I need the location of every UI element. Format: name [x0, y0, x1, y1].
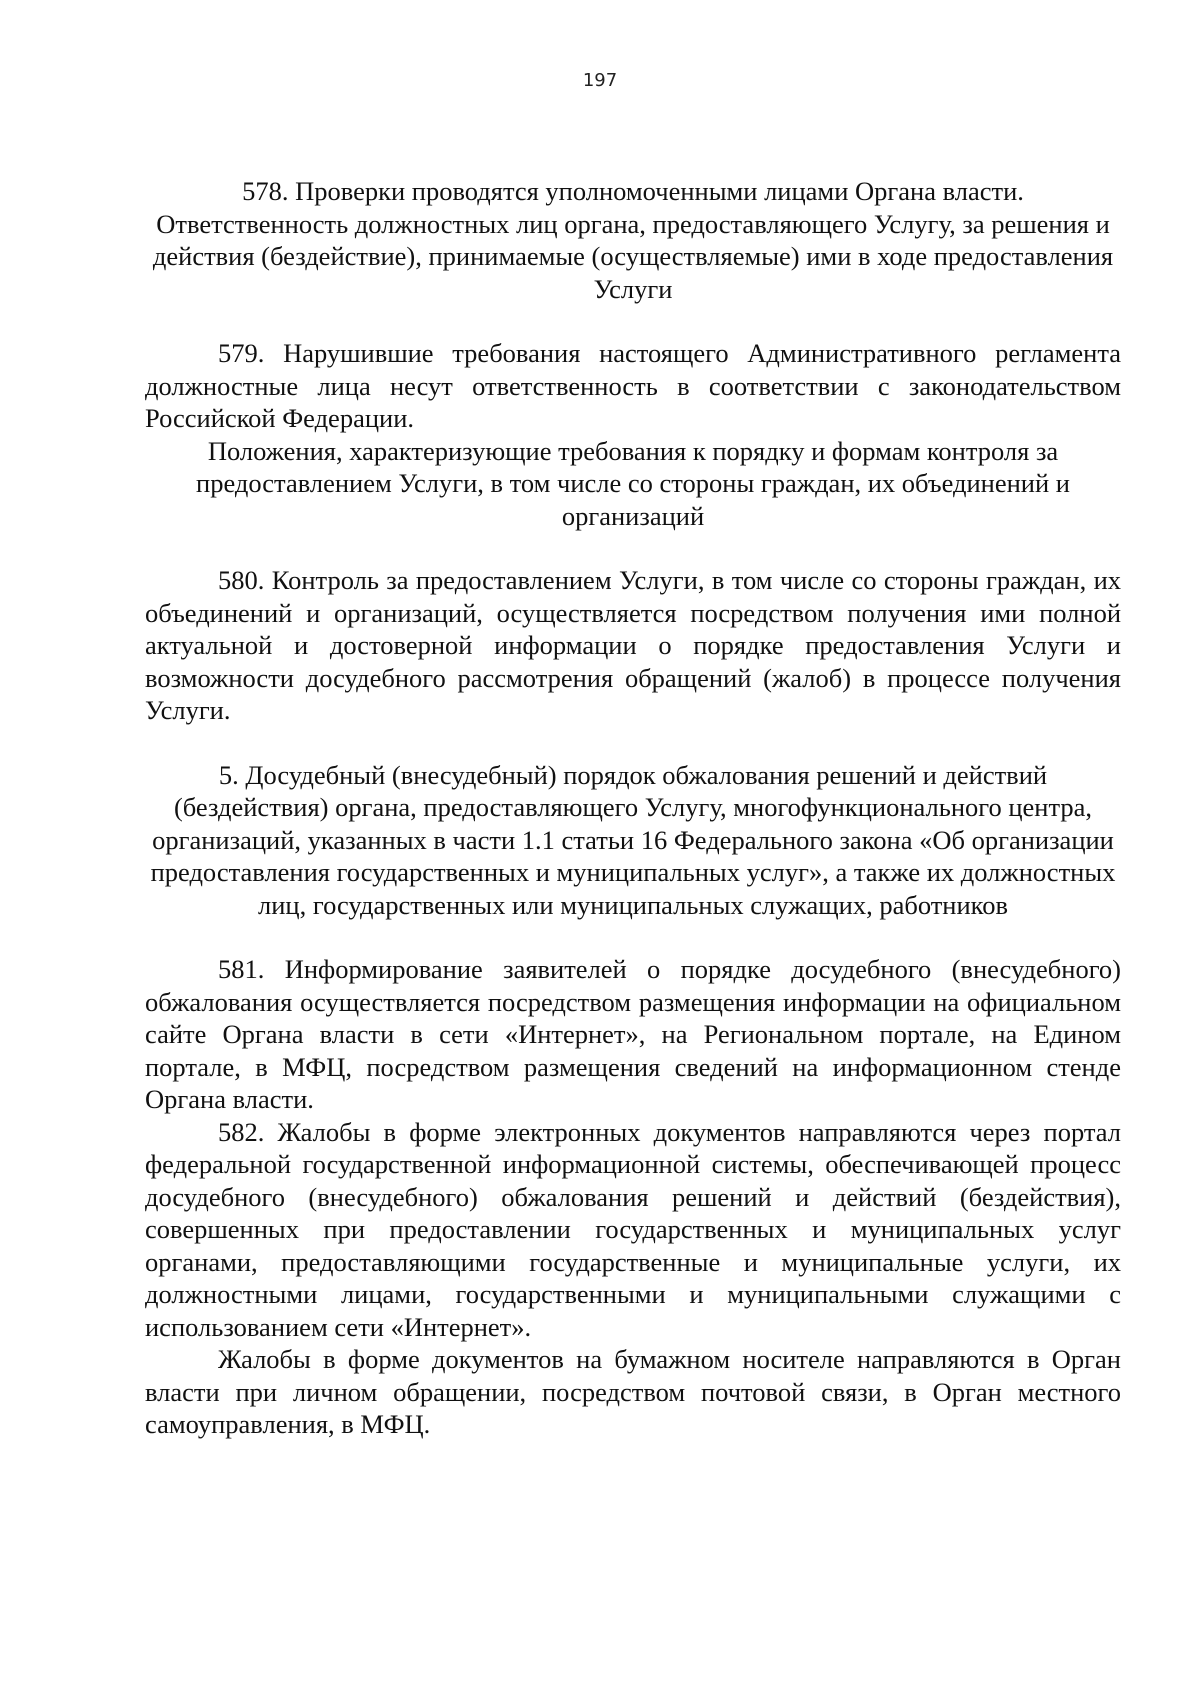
- heading-responsibility: Ответственность должностных лиц органа, предоставляющего Услугу, за решения и действия (бездействие), принимаемые (осуществляемые) ими в ходе предоставления Услуги: [152, 208, 1114, 304]
- heading-section-5: 5. Досудебный (внесудебный) порядок обжалования решений и действий (бездействия) органа, предоставляющего Услугу, многофункционального центра, организаций, указанных в части 1.1 статьи 16 Федерального закона «Об организации предоставления государственных и муниципальных услуг», а также их должностных лиц, государственных или муниципальных служащих, работников: [150, 759, 1116, 920]
- paragraph-paper-complaints: Жалобы в форме документов на бумажном носителе направляются в Орган власти при личном обращении, посредством почтовой связи, в Орган местного самоуправления, в МФЦ.: [145, 1344, 1121, 1439]
- heading-578: 578. Проверки проводятся уполномоченными лицами Органа власти.: [242, 176, 1024, 206]
- paragraph-579: 579. Нарушившие требования настоящего Административного регламента должностные лица несут ответственность в соответствии с законодательством Российской Федерации.: [145, 338, 1121, 433]
- page-number: 197: [582, 70, 618, 91]
- paragraph-581: 581. Информирование заявителей о порядке досудебного (внесудебного) обжалования осуществляется посредством размещения информации на официальном сайте Органа власти в сети «Интернет», на Региональном портале, на Едином портале, в МФЦ, посредством размещения сведений на информационном стенде Органа власти.: [145, 954, 1121, 1114]
- heading-control: Положения, характеризующие требования к порядку и формам контроля за предоставлением Услуги, в том числе со стороны граждан, их объединений и организаций: [196, 435, 1070, 531]
- paragraph-580: 580. Контроль за предоставлением Услуги, в том числе со стороны граждан, их объединений и организаций, осуществляется посредством получения ими полной актуальной и достоверной информации о порядке предоставления Услуги и возможности досудебного рассмотрения обращений (жалоб) в процессе получения Услуги.: [145, 565, 1121, 725]
- document-body: [145, 175, 1121, 1441]
- paragraph-582: 582. Жалобы в форме электронных документов направляются через портал федеральной государственной информационной системы, обеспечивающей процесс досудебного (внесудебного) обжалования решений и действий (бездействия), совершенных при предоставлении государственных и муниципальных услуг органами, предоставляющими государственные и муниципальные услуги, их должностными лицами, государственными и муниципальными служащими с использованием сети «Интернет».: [145, 1116, 1121, 1342]
